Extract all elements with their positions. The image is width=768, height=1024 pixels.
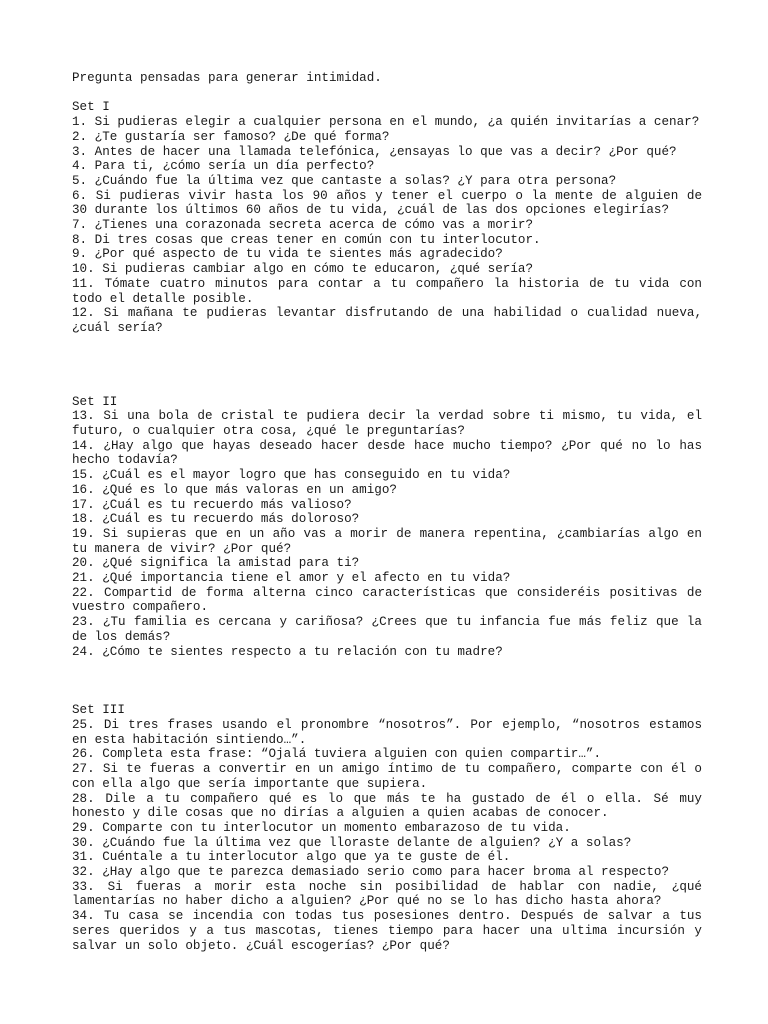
question-item: 13. Si una bola de cristal te pudiera decir la verdad sobre ti mismo, tu vida, el futuro, o cualquier otra cosa, ¿qué le preguntarías? bbox=[72, 409, 702, 439]
question-item: 6. Si pudieras vivir hasta los 90 años y tener el cuerpo o la mente de alguien de 30 durante los últimos 60 años de tu vida, ¿cuál de las dos opciones elegirías? bbox=[72, 188, 702, 218]
question-item: 10. Si pudieras cambiar algo en cómo te educaron, ¿qué sería? bbox=[72, 262, 534, 277]
question-item: 19. Si supieras que en un año vas a morir de manera repentina, ¿cambiarías algo en tu manera de vivir? ¿Por qué? bbox=[72, 526, 702, 556]
question-item: 31. Cuéntale a tu interlocutor algo que ya te guste de él. bbox=[72, 850, 511, 865]
question-item: 24. ¿Cómo te sientes respecto a tu relación con tu madre? bbox=[72, 644, 503, 659]
document-page bbox=[72, 71, 702, 953]
question-item: 22. Compartid de forma alterna cinco características que consideréis positivas de vuestro compañero. bbox=[72, 585, 702, 615]
question-item: 11. Tómate cuatro minutos para contar a tu compañero la historia de tu vida con todo el detalle posible. bbox=[72, 276, 702, 306]
question-list bbox=[72, 115, 702, 336]
question-item: 14. ¿Hay algo que hayas deseado hacer desde hace mucho tiempo? ¿Por qué no lo has hecho todavía? bbox=[72, 438, 702, 468]
set-heading: Set III bbox=[72, 703, 125, 718]
question-item: 20. ¿Qué significa la amistad para ti? bbox=[72, 556, 360, 571]
question-item: 34. Tu casa se incendia con todas tus posesiones dentro. Después de salvar a tus seres queridos y a tus mascotas, tienes tiempo para hacer una ultima incursión y salvar un solo objeto. ¿Cuál escogerías? ¿Por qué? bbox=[72, 909, 702, 953]
question-item: 25. Di tres frases usando el pronombre “nosotros”. Por ejemplo, “nosotros estamos en esta habitación sintiendo…”. bbox=[72, 718, 702, 747]
question-list bbox=[72, 718, 702, 953]
question-item: 33. Si fueras a morir esta noche sin posibilidad de hablar con nadie, ¿qué lamentarías no haber dicho a alguien? ¿Por qué no se lo has dicho hasta ahora? bbox=[72, 879, 702, 909]
section-spacer bbox=[72, 336, 702, 395]
question-item: 7. ¿Tienes una corazonada secreta acerca de cómo vas a morir? bbox=[72, 218, 534, 233]
set-heading: Set I bbox=[72, 100, 110, 115]
question-item: 21. ¿Qué importancia tiene el amor y el afecto en tu vida? bbox=[72, 571, 511, 586]
question-item: 27. Si te fueras a convertir en un amigo íntimo de tu compañero, comparte con él o con ella algo que sería importante que supiera. bbox=[72, 762, 702, 791]
question-item: 2. ¿Te gustaría ser famoso? ¿De qué forma? bbox=[72, 129, 390, 144]
question-item: 4. Para ti, ¿cómo sería un día perfecto? bbox=[72, 159, 375, 174]
question-item: 30. ¿Cuándo fue la última vez que lloraste delante de alguien? ¿Y a solas? bbox=[72, 835, 632, 850]
question-item: 18. ¿Cuál es tu recuerdo más doloroso? bbox=[72, 512, 360, 527]
question-item: 17. ¿Cuál es tu recuerdo más valioso? bbox=[72, 497, 352, 512]
set-3 bbox=[72, 703, 702, 953]
question-item: 26. Completa esta frase: “Ojalá tuviera alguien con quien compartir…”. bbox=[72, 747, 602, 762]
question-item: 8. Di tres cosas que creas tener en común con tu interlocutor. bbox=[72, 232, 541, 247]
question-item: 28. Dile a tu compañero qué es lo que más te ha gustado de él o ella. Sé muy honesto y dile cosas que no dirías a alguien a quien acabas de conocer. bbox=[72, 791, 702, 821]
question-item: 9. ¿Por qué aspecto de tu vida te sientes más agradecido? bbox=[72, 247, 503, 262]
question-item: 29. Comparte con tu interlocutor un momento embarazoso de tu vida. bbox=[72, 820, 571, 835]
set-1 bbox=[72, 100, 702, 335]
question-item: 16. ¿Qué es lo que más valoras en un amigo? bbox=[72, 482, 397, 497]
question-list bbox=[72, 409, 702, 659]
section-spacer bbox=[72, 659, 702, 703]
question-item: 32. ¿Hay algo que te parezca demasiado serio como para hacer broma al respecto? bbox=[72, 865, 670, 880]
set-2 bbox=[72, 395, 702, 660]
document-title: Pregunta pensadas para generar intimidad. bbox=[72, 71, 382, 85]
question-item: 15. ¿Cuál es el mayor logro que has conseguido en tu vida? bbox=[72, 468, 511, 483]
question-item: 23. ¿Tu familia es cercana y cariñosa? ¿Crees que tu infancia fue más feliz que la de los demás? bbox=[72, 615, 702, 644]
question-item: 12. Si mañana te pudieras levantar disfrutando de una habilidad o cualidad nueva, ¿cuál sería? bbox=[72, 306, 702, 335]
question-item: 5. ¿Cuándo fue la última vez que cantaste a solas? ¿Y para otra persona? bbox=[72, 173, 617, 188]
question-item: 3. Antes de hacer una llamada telefónica, ¿ensayas lo que vas a decir? ¿Por qué? bbox=[72, 144, 677, 159]
question-item: 1. Si pudieras elegir a cualquier persona en el mundo, ¿a quién invitarías a cenar? bbox=[72, 115, 700, 130]
set-heading: Set II bbox=[72, 394, 118, 409]
